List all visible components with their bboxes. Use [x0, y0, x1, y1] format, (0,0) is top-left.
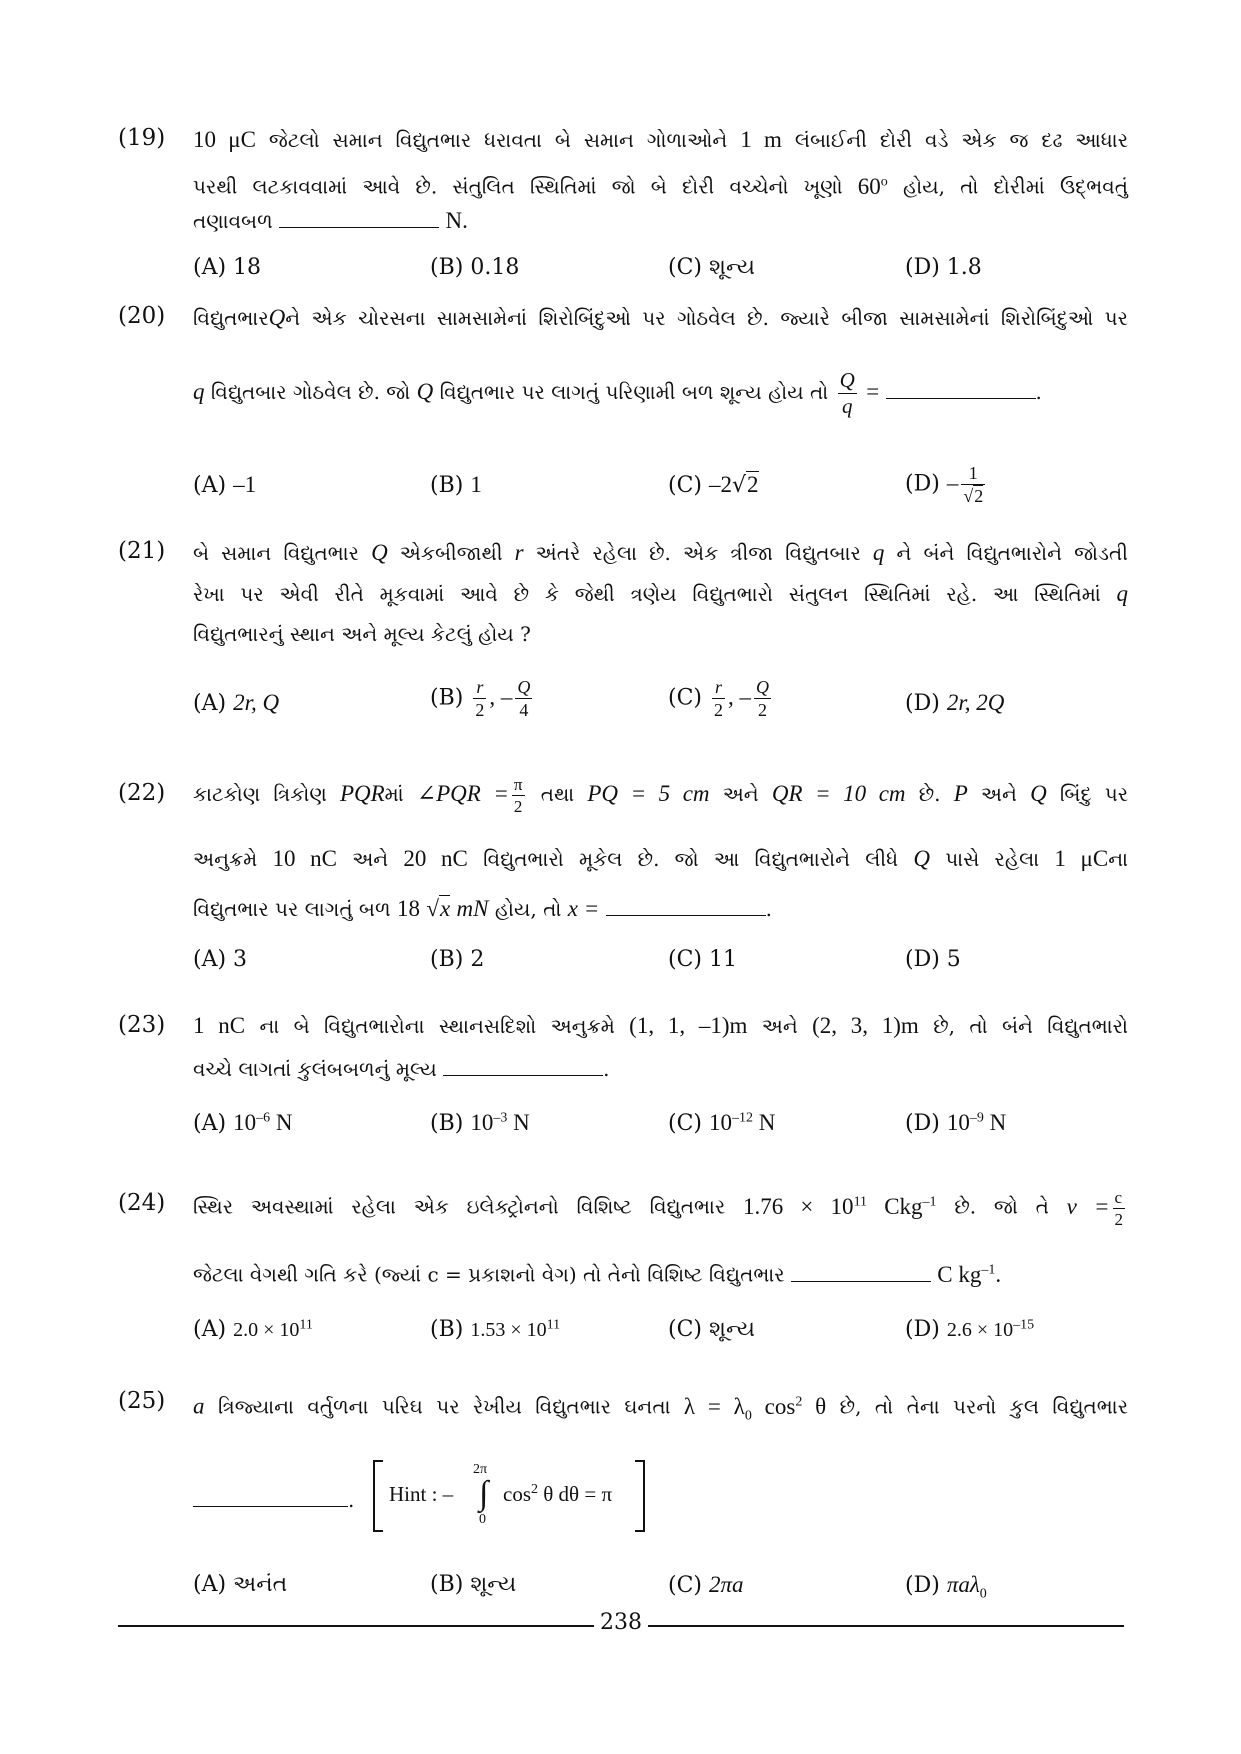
option-a: (A) 2r, Q — [193, 690, 280, 716]
option-b: (B) શૂન્ય — [430, 1572, 517, 1597]
question-text: સ્થિર અવસ્થામાં રહેલા એક ઇલેક્ટ્રોનનો વિશિષ્ટ વિદ્યુતભાર $1.76 \times 10^{11}$ Ckg$^{-1}$ છે. જો તે v = $\frac{c}{2}$ — [193, 1187, 1123, 1229]
option-a: (A) 3 — [193, 947, 248, 972]
option-d: (D) 1.8 — [905, 255, 982, 280]
answer-line: . — [193, 1486, 353, 1514]
question-number: (24) — [118, 1190, 166, 1216]
option-c: (C) શૂન્ય — [668, 1317, 755, 1342]
option-d: (D) $10^{-9}$ N — [905, 1110, 1007, 1136]
question-text: અનુક્રમે 10 nC અને 20 nC વિદ્યુતભારો મૂકેલ છે. જો આ વિદ્યુતભારોને લીધે Q પાસે રહેલા 1 μCના — [193, 846, 1128, 871]
question-text: રેખા પર એવી રીતે મૂકવામાં આવે છે કે જેથી ત્રણેય વિદ્યુતભારો સંતુલન સ્થિતિમાં રહે. આ સ્થિતિમાં q — [193, 581, 1129, 606]
option-b: (B) 2 — [430, 947, 485, 972]
question-number: (22) — [118, 780, 166, 806]
question-text: વિદ્યુતભાર પર લાગતું બળ 18 √x mN હોય, તો x = . — [193, 896, 772, 921]
option-b: (B) $\frac{r}{2}$ , – $\frac{Q}{4}$ — [430, 677, 531, 720]
option-d: (D) πaλ$_0$ — [905, 1572, 987, 1602]
question-text: q વિદ્યુતબાર ગોઠવેલ છે. જો Q વિદ્યુતભાર પર લાગતું પરિણામી બળ શૂન્ય હોય તો $\frac{Q}{q}$ = . — [193, 368, 1042, 418]
question-text: કાટકોણ ત્રિકોણ PQRમાં ∠PQR = $\frac{\pi}{2}$ તથા PQ = 5 cm અને QR = 10 cm છે. P અને Q બિંદુ પર — [193, 775, 1129, 816]
answer-blank — [886, 397, 1036, 399]
option-d: (D) 5 — [905, 947, 961, 972]
question-text: તણાવબળ N. — [193, 208, 468, 233]
answer-blank — [606, 914, 766, 916]
question-number: (19) — [118, 125, 166, 151]
question-text: વચ્ચે લાગતાં કુલંબબળનું મૂલ્ય . — [193, 1057, 610, 1081]
option-b: (B) $10^{-3}$ N — [430, 1110, 530, 1136]
option-c: (C) શૂન્ય — [668, 255, 755, 280]
answer-blank — [193, 1505, 348, 1507]
question-number: (20) — [118, 303, 166, 329]
option-d: (D) 2r, 2Q — [905, 690, 1005, 716]
option-a: (A) $10^{-6}$ N — [193, 1110, 293, 1136]
footer-rule-right — [648, 1625, 1124, 1627]
option-a: (A) –1 — [193, 472, 257, 498]
question-text: બે સમાન વિદ્યુતભાર Q એકબીજાથી r અંતરે રહેલા છે. એક ત્રીજા વિદ્યુતબાર q ને બંને વિદ્યુતભારોને જોડતી — [193, 540, 1129, 565]
question-text: વિદ્યુતભારQને એક ચોરસના સામસામેનાં શિરોબિંદુઓ પર ગોઠવેલ છે. જ્યારે બીજા સામસામેનાં શિરોબિંદુઓ પર — [193, 305, 1128, 330]
question-text: 10 μC જેટલો સમાન વિદ્યુતભાર ધરાવતા બે સમાન ગોળાઓને 1 m લંબાઈની દોરી વડે એક જ દઢ આધાર — [193, 127, 1129, 152]
question-text: પરથી લટકાવવામાં આવે છે. સંતુલિત સ્થિતિમાં જો બે દોરી વચ્ચેનો ખૂણો 60$^o$ હોય, તો દોરીમાં ઉદ્ભવતું — [193, 173, 1128, 199]
answer-blank — [791, 1280, 931, 1282]
question-text: જેટલા વેગથી ગતિ કરે (જ્યાં c = પ્રકાશનો વેગ) તો તેનો વિશિષ્ટ વિદ્યુતભાર C $kg^{-1}$. — [193, 1261, 1002, 1287]
option-d: (D) $2.6 \times 10^{-15}$ — [905, 1317, 1035, 1342]
page-number: 238 — [600, 1610, 642, 1635]
footer-rule-left — [118, 1625, 594, 1627]
answer-blank — [279, 226, 439, 228]
option-c: (C) 2πa — [668, 1572, 744, 1598]
hint-box: Hint : – 2π ∫ 0 $\cos^2 \theta$ dθ = π — [373, 1460, 645, 1532]
answer-blank — [443, 1074, 603, 1076]
question-number: (25) — [118, 1388, 166, 1414]
question-text: a ત્રિજ્યાના વર્તુળના પરિઘ પર રેખીય વિદ્યુતભાર ઘનતા $\lambda = \lambda_0$ $\cos^2 \theta$ છે, તો તેના પરનો કુલ વિદ્યુતભાર — [193, 1393, 1129, 1424]
option-a: (A) અનંત — [193, 1572, 288, 1597]
option-b: (B) $1.53 \times 10^{11}$ — [430, 1317, 561, 1342]
question-number: (21) — [118, 538, 166, 564]
integral-sign: ∫ — [479, 1475, 489, 1512]
option-d: (D) – $\frac{1}{√2}$ — [905, 463, 984, 506]
option-b: (B) 0.18 — [430, 255, 520, 280]
option-c: (C) 11 — [668, 947, 737, 972]
option-c: (C) –2√2 — [668, 472, 759, 498]
option-c: (C) $\frac{r}{2}$ , – $\frac{Q}{2}$ — [668, 677, 769, 720]
option-a: (A) $2.0 \times 10^{11}$ — [193, 1317, 313, 1342]
option-b: (B) 1 — [430, 472, 482, 498]
question-text: 1 nC ના બે વિદ્યુતભારોના સ્થાનસદિશો અનુક્રમે (1, 1, –1)m અને (2, 3, 1)m છે, તો બંને વિદ્યુતભારો — [193, 1013, 1128, 1038]
question-text: વિદ્યુતભારનું સ્થાન અને મૂલ્ય કેટલું હોય ? — [193, 622, 531, 646]
option-a: (A) 18 — [193, 255, 262, 280]
question-number: (23) — [118, 1012, 166, 1038]
option-c: (C) $10^{-12}$ N — [668, 1110, 776, 1136]
